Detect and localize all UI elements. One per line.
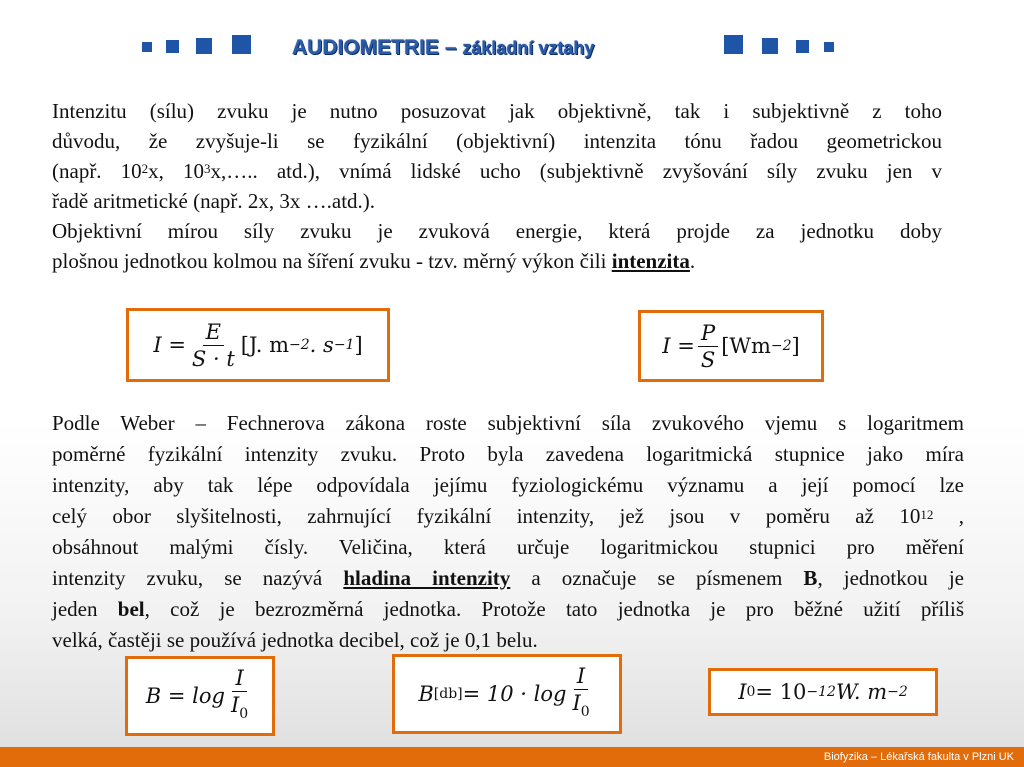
text-span: , — [933, 504, 964, 528]
text-span: . — [689, 249, 696, 273]
paragraph-weber-fechner — [52, 408, 964, 656]
square-decoration-icon — [762, 38, 778, 54]
square-decoration-icon — [166, 40, 179, 53]
fraction-numerator: I — [574, 664, 588, 690]
square-decoration-icon — [796, 40, 809, 53]
formula-lhs: I = — [153, 333, 186, 357]
formula-level-bel — [125, 656, 275, 736]
exponent: −1 — [333, 337, 355, 353]
text-line: poměrné fyzikální intenzity zvuku. Proto byla zavedena logaritmická stupnice jako míra — [52, 442, 964, 466]
formula-intensity-power — [638, 310, 824, 382]
text-span: intenzity zvuku, se nazývá — [52, 566, 323, 590]
text-line — [52, 156, 942, 186]
text-line: Podle Weber – Fechnerova zákona roste subjektivní síla zvukového vjemu s logaritmem — [52, 411, 964, 435]
unit-text: [Wm — [721, 334, 771, 358]
title-sub: základní vztahy — [462, 38, 595, 58]
text-span: , jednotkou je — [817, 566, 964, 590]
title-main: AUDIOMETRIE – — [292, 36, 457, 59]
formula-mid: = 10 — [755, 680, 807, 704]
text-span: a označuje se písmenem — [531, 566, 783, 590]
text-span: plošnou jednotkou kolmou na šíření zvuku - tzv. měrný výkon čili — [52, 249, 607, 273]
text-span: x,….. atd.), vnímá lidské ucho (subjektivně zvyšování síly zvuku jen v — [210, 159, 943, 183]
formula-lhs: I — [738, 680, 747, 704]
square-decoration-icon — [142, 42, 152, 52]
text-line: řadě aritmetické (např. 2x, 3x ….atd.). — [52, 189, 376, 213]
text-line — [52, 501, 964, 532]
formula-lhs: B — [418, 682, 434, 706]
symbol: I — [572, 691, 581, 715]
subscript: 0 — [580, 704, 590, 720]
formula-intensity-energy — [126, 308, 390, 382]
exponent: −2 — [887, 684, 908, 700]
fraction-denominator — [228, 692, 251, 726]
symbol: I — [230, 693, 240, 717]
term-intenzita: intenzita — [611, 249, 690, 273]
superscript: 2 — [141, 161, 149, 176]
fraction-numerator: I — [232, 666, 246, 692]
fraction — [189, 320, 238, 371]
superscript: 3 — [204, 161, 211, 176]
text-span: celý obor slyšitelnosti, zahrnující fyzikální intenzity, jež jsou v poměru až 10 — [52, 504, 921, 528]
text-line: velká, častěji se používá jednotka decibel, což je 0,1 belu. — [52, 628, 538, 652]
term-bel: bel — [117, 597, 145, 621]
text-span: , což je bezrozměrná jednotka. Protože tato jednotka je pro běžné užití příliš — [144, 597, 964, 621]
text-line — [52, 246, 942, 276]
exponent: −12 — [806, 684, 836, 700]
text-line — [52, 563, 964, 594]
fraction — [569, 664, 592, 724]
superscript: 12 — [920, 507, 934, 522]
text-span: (např. 10 — [52, 159, 142, 183]
square-decoration-icon — [824, 42, 834, 52]
unit-text: . s — [309, 333, 334, 357]
square-decoration-icon — [232, 35, 251, 54]
text-line: Intenzitu (sílu) zvuku je nutno posuzovat jak objektivně, tak i subjektivně z toho — [52, 99, 942, 123]
formula-lhs: I = — [662, 334, 695, 358]
footer-bar — [0, 747, 1024, 767]
formula-reference-intensity — [708, 668, 938, 716]
page-title — [292, 36, 594, 60]
text-span: jeden — [52, 597, 98, 621]
text-line — [52, 594, 964, 625]
fraction — [698, 321, 718, 372]
footer-text: Biofyzika – Lékařská fakulta v Plzni UK — [823, 751, 1014, 763]
text-line: intenzity, aby tak lépe odpovídala jejímu fyziologickému významu a její pomocí lze — [52, 473, 964, 497]
text-line: Objektivní mírou síly zvuku je zvuková energie, která projde za jednotku doby — [52, 219, 942, 243]
exponent: −2 — [770, 338, 792, 354]
square-decoration-icon — [724, 35, 743, 54]
unit-text: [J. m — [240, 333, 290, 357]
paragraph-intensity — [52, 96, 942, 276]
unit-text: ] — [791, 334, 800, 358]
text-span: x, 10 — [148, 159, 204, 183]
fraction-denominator: S · t — [191, 346, 235, 371]
formula-lhs: B = log — [145, 684, 225, 708]
term-hladina-intenzity: hladina intenzity — [343, 566, 511, 590]
subscript: [db] — [433, 686, 463, 702]
fraction-numerator: P — [698, 321, 718, 347]
subscript: 0 — [239, 706, 249, 722]
unit-text: W. m — [835, 680, 888, 704]
exponent: −2 — [289, 337, 310, 353]
unit-text: ] — [354, 333, 363, 357]
square-decoration-icon — [196, 38, 212, 54]
fraction-numerator: E — [203, 320, 224, 346]
text-line: obsáhnout malými čísly. Veličina, která určuje logaritmickou stupnici pro měření — [52, 535, 964, 559]
fraction-denominator — [569, 690, 592, 724]
text-line: důvodu, že zvyšuje-li se fyzikální (objektivní) intenzita tónu řadou geometrickou — [52, 129, 942, 153]
formula-mid: = 10 · log — [462, 682, 567, 706]
subscript: 0 — [746, 684, 756, 700]
formula-level-decibel — [392, 654, 622, 734]
term-b: B — [803, 566, 818, 590]
fraction-denominator: S — [700, 347, 716, 372]
fraction — [228, 666, 251, 726]
